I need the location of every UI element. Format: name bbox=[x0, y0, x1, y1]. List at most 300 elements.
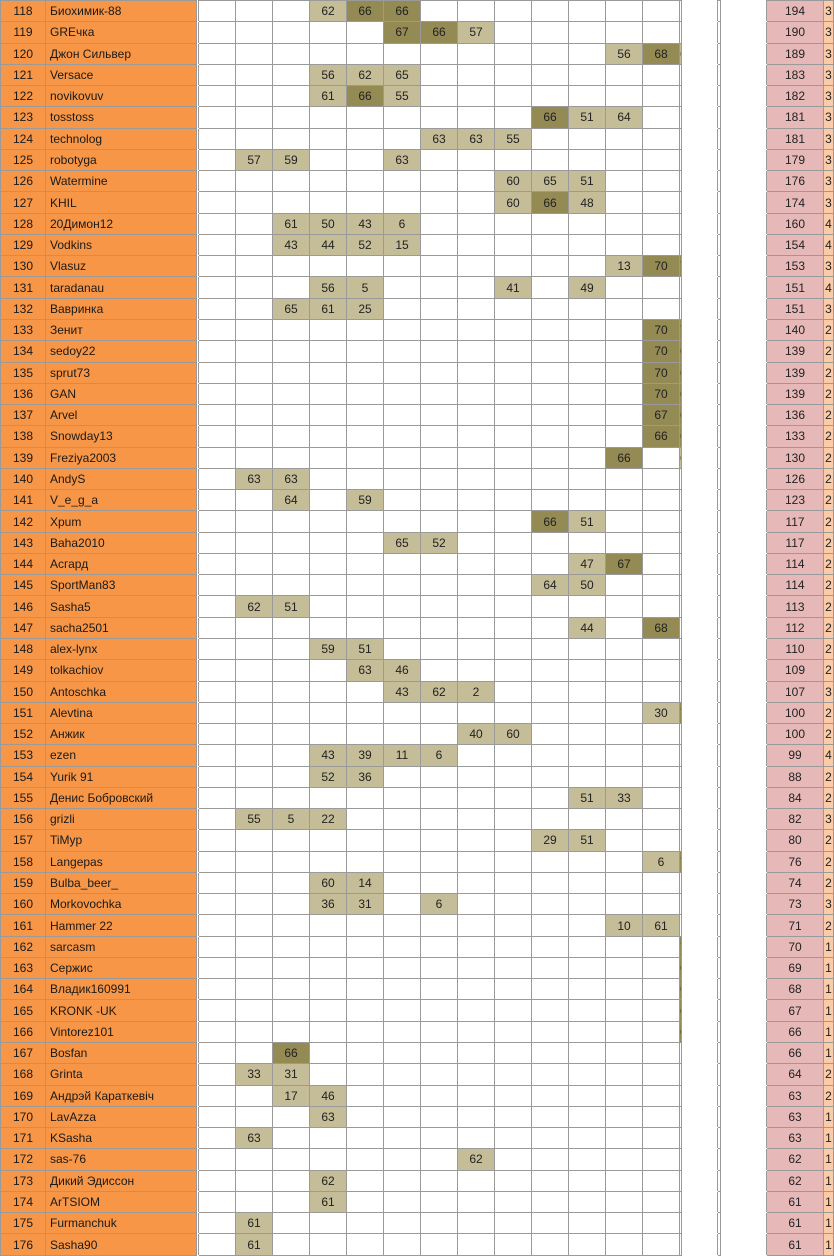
score-cell bbox=[458, 383, 495, 404]
rank-cell: 123 bbox=[1, 107, 46, 128]
score-cell bbox=[569, 1000, 606, 1021]
score-cell bbox=[532, 1234, 569, 1255]
score-cell bbox=[532, 1085, 569, 1106]
rank-cell: 137 bbox=[1, 405, 46, 426]
score-cell bbox=[458, 1064, 495, 1085]
spacer-cell bbox=[721, 936, 767, 957]
score-cell bbox=[347, 1000, 384, 1021]
score-cell bbox=[273, 362, 310, 383]
score-cell: 46 bbox=[310, 1085, 347, 1106]
score-cell bbox=[310, 851, 347, 872]
score-cell: 61 bbox=[236, 1234, 273, 1255]
table-row bbox=[1, 426, 834, 447]
score-cell bbox=[199, 660, 236, 681]
score-cell bbox=[643, 787, 680, 808]
rank-cell: 173 bbox=[1, 1170, 46, 1191]
score-cell bbox=[273, 787, 310, 808]
score-cell: 22 bbox=[310, 809, 347, 830]
score-cell bbox=[606, 468, 643, 489]
score-cell bbox=[384, 511, 421, 532]
total-points-cell: 112 bbox=[767, 617, 824, 638]
spacer-cell bbox=[721, 915, 767, 936]
score-cell: 61 bbox=[273, 213, 310, 234]
table-row bbox=[1, 64, 834, 85]
spacer-cell bbox=[682, 851, 718, 872]
score-cell bbox=[606, 702, 643, 723]
score-cell: 44 bbox=[310, 234, 347, 255]
games-count-cell: 2 bbox=[824, 319, 834, 340]
score-cell bbox=[199, 532, 236, 553]
score-cell bbox=[458, 64, 495, 85]
score-cell bbox=[421, 1149, 458, 1170]
score-cell bbox=[236, 298, 273, 319]
games-count-cell: 2 bbox=[824, 1085, 834, 1106]
table-row bbox=[1, 915, 834, 936]
games-count-cell: 2 bbox=[824, 575, 834, 596]
player-name-cell: GAN bbox=[46, 383, 197, 404]
table-row bbox=[1, 830, 834, 851]
spacer-cell bbox=[721, 596, 767, 617]
score-cell bbox=[384, 915, 421, 936]
score-cell bbox=[458, 447, 495, 468]
score-cell bbox=[569, 1128, 606, 1149]
score-cell bbox=[532, 319, 569, 340]
score-cell bbox=[347, 936, 384, 957]
score-cell bbox=[347, 383, 384, 404]
rank-cell: 139 bbox=[1, 447, 46, 468]
rank-cell: 127 bbox=[1, 192, 46, 213]
spacer-cell bbox=[721, 64, 767, 85]
spacer-cell bbox=[682, 128, 718, 149]
table-row bbox=[1, 1064, 834, 1085]
score-cell bbox=[643, 1021, 680, 1042]
score-cell bbox=[384, 638, 421, 659]
score-cell bbox=[310, 468, 347, 489]
rank-cell: 119 bbox=[1, 22, 46, 43]
total-points-cell: 130 bbox=[767, 447, 824, 468]
score-cell bbox=[643, 957, 680, 978]
score-cell bbox=[495, 702, 532, 723]
games-count-cell: 2 bbox=[824, 447, 834, 468]
score-cell: 66 bbox=[384, 1, 421, 22]
player-name-cell: robotyga bbox=[46, 149, 197, 170]
score-cell bbox=[421, 851, 458, 872]
player-name-cell: Alevtina bbox=[46, 702, 197, 723]
score-cell bbox=[421, 213, 458, 234]
score-cell bbox=[310, 149, 347, 170]
score-cell bbox=[421, 43, 458, 64]
score-cell bbox=[310, 830, 347, 851]
table-row bbox=[1, 149, 834, 170]
games-count-cell: 3 bbox=[824, 809, 834, 830]
score-cell bbox=[236, 192, 273, 213]
score-cell bbox=[273, 22, 310, 43]
score-cell bbox=[236, 86, 273, 107]
score-cell bbox=[347, 575, 384, 596]
score-cell bbox=[569, 957, 606, 978]
score-cell bbox=[421, 256, 458, 277]
score-cell bbox=[643, 638, 680, 659]
total-points-cell: 64 bbox=[767, 1064, 824, 1085]
score-cell bbox=[495, 681, 532, 702]
score-cell bbox=[347, 979, 384, 1000]
spacer-cell bbox=[682, 192, 718, 213]
score-cell bbox=[532, 468, 569, 489]
score-cell bbox=[236, 660, 273, 681]
score-cell bbox=[606, 809, 643, 830]
score-cell bbox=[458, 872, 495, 893]
total-points-cell: 194 bbox=[767, 1, 824, 22]
score-cell bbox=[310, 553, 347, 574]
games-count-cell: 1 bbox=[824, 1191, 834, 1212]
score-cell bbox=[532, 1170, 569, 1191]
score-cell bbox=[273, 1234, 310, 1255]
player-name-cell: Bulba_beer_ bbox=[46, 872, 197, 893]
player-name-cell: Sasha90 bbox=[46, 1234, 197, 1255]
score-cell bbox=[569, 86, 606, 107]
score-cell bbox=[347, 830, 384, 851]
score-cell bbox=[236, 319, 273, 340]
score-cell bbox=[569, 915, 606, 936]
games-count-cell: 1 bbox=[824, 1170, 834, 1191]
score-cell bbox=[199, 575, 236, 596]
spacer-cell bbox=[721, 234, 767, 255]
games-count-cell: 1 bbox=[824, 1128, 834, 1149]
score-cell bbox=[273, 128, 310, 149]
score-cell bbox=[384, 596, 421, 617]
rank-cell: 142 bbox=[1, 511, 46, 532]
score-cell bbox=[384, 1149, 421, 1170]
score-cell bbox=[310, 171, 347, 192]
score-cell bbox=[458, 660, 495, 681]
score-cell: 57 bbox=[458, 22, 495, 43]
score-cell bbox=[458, 149, 495, 170]
rank-cell: 161 bbox=[1, 915, 46, 936]
score-cell bbox=[384, 830, 421, 851]
score-cell bbox=[421, 872, 458, 893]
score-cell bbox=[569, 681, 606, 702]
player-name-cell: Antoschka bbox=[46, 681, 197, 702]
games-count-cell: 3 bbox=[824, 256, 834, 277]
score-cell bbox=[421, 617, 458, 638]
player-name-cell: ArTSIOM bbox=[46, 1191, 197, 1212]
score-cell bbox=[236, 171, 273, 192]
score-cell bbox=[606, 575, 643, 596]
table-row bbox=[1, 532, 834, 553]
score-cell bbox=[532, 149, 569, 170]
score-cell bbox=[310, 660, 347, 681]
score-cell bbox=[606, 851, 643, 872]
score-cell bbox=[606, 1149, 643, 1170]
score-cell bbox=[199, 171, 236, 192]
games-count-cell: 3 bbox=[824, 192, 834, 213]
score-cell: 55 bbox=[236, 809, 273, 830]
score-cell bbox=[606, 957, 643, 978]
score-cell bbox=[458, 1128, 495, 1149]
total-points-cell: 68 bbox=[767, 979, 824, 1000]
score-cell bbox=[273, 64, 310, 85]
score-cell bbox=[347, 362, 384, 383]
score-cell: 55 bbox=[495, 128, 532, 149]
games-count-cell: 2 bbox=[824, 702, 834, 723]
score-cell bbox=[606, 1128, 643, 1149]
score-cell bbox=[643, 830, 680, 851]
score-cell: 67 bbox=[384, 22, 421, 43]
games-count-cell: 4 bbox=[824, 745, 834, 766]
score-cell bbox=[273, 277, 310, 298]
rank-cell: 125 bbox=[1, 149, 46, 170]
score-cell bbox=[310, 702, 347, 723]
score-cell bbox=[384, 1064, 421, 1085]
table-row bbox=[1, 979, 834, 1000]
score-cell bbox=[458, 213, 495, 234]
score-cell bbox=[458, 490, 495, 511]
score-cell bbox=[273, 256, 310, 277]
score-cell bbox=[347, 192, 384, 213]
total-points-cell: 126 bbox=[767, 468, 824, 489]
score-cell bbox=[532, 490, 569, 511]
spacer-cell bbox=[682, 1021, 718, 1042]
score-cell bbox=[384, 809, 421, 830]
score-cell: 10 bbox=[606, 915, 643, 936]
games-count-cell: 2 bbox=[824, 724, 834, 745]
score-cell: 67 bbox=[643, 405, 680, 426]
table-row bbox=[1, 447, 834, 468]
rank-cell: 121 bbox=[1, 64, 46, 85]
score-cell bbox=[199, 277, 236, 298]
score-cell bbox=[199, 405, 236, 426]
score-cell bbox=[569, 702, 606, 723]
spacer-cell bbox=[721, 490, 767, 511]
score-cell: 64 bbox=[606, 107, 643, 128]
score-cell bbox=[643, 149, 680, 170]
score-cell bbox=[458, 319, 495, 340]
player-name-cell: Watermine bbox=[46, 171, 197, 192]
score-cell bbox=[310, 1000, 347, 1021]
spacer-cell bbox=[721, 43, 767, 64]
score-cell bbox=[495, 1234, 532, 1255]
spacer-cell bbox=[721, 851, 767, 872]
score-cell bbox=[384, 617, 421, 638]
score-cell bbox=[236, 681, 273, 702]
score-cell bbox=[532, 553, 569, 574]
score-cell bbox=[532, 1128, 569, 1149]
score-cell bbox=[273, 681, 310, 702]
table-row bbox=[1, 1128, 834, 1149]
score-cell bbox=[347, 532, 384, 553]
player-name-cell: Bosfan bbox=[46, 1043, 197, 1064]
games-count-cell: 1 bbox=[824, 1043, 834, 1064]
rank-cell: 153 bbox=[1, 745, 46, 766]
table-row bbox=[1, 213, 834, 234]
score-cell: 55 bbox=[384, 86, 421, 107]
total-points-cell: 136 bbox=[767, 405, 824, 426]
score-cell bbox=[643, 1, 680, 22]
score-cell bbox=[421, 171, 458, 192]
spacer-cell bbox=[682, 532, 718, 553]
score-cell: 31 bbox=[347, 894, 384, 915]
table-row bbox=[1, 298, 834, 319]
score-cell bbox=[495, 362, 532, 383]
rank-cell: 157 bbox=[1, 830, 46, 851]
score-cell bbox=[532, 277, 569, 298]
score-cell bbox=[347, 809, 384, 830]
score-cell bbox=[495, 915, 532, 936]
score-cell bbox=[236, 1191, 273, 1212]
score-cell bbox=[495, 745, 532, 766]
spacer-cell bbox=[682, 638, 718, 659]
rank-cell: 156 bbox=[1, 809, 46, 830]
rank-cell: 147 bbox=[1, 617, 46, 638]
score-cell bbox=[199, 468, 236, 489]
score-cell bbox=[495, 553, 532, 574]
total-points-cell: 181 bbox=[767, 128, 824, 149]
score-cell: 51 bbox=[569, 171, 606, 192]
score-cell bbox=[421, 809, 458, 830]
table-row bbox=[1, 957, 834, 978]
score-cell bbox=[458, 830, 495, 851]
rank-cell: 176 bbox=[1, 1234, 46, 1255]
spacer-cell bbox=[682, 511, 718, 532]
score-cell bbox=[384, 851, 421, 872]
spacer-cell bbox=[682, 1213, 718, 1234]
rank-cell: 124 bbox=[1, 128, 46, 149]
score-cell bbox=[347, 171, 384, 192]
score-cell bbox=[458, 277, 495, 298]
player-name-cell: KRONK -UK bbox=[46, 1000, 197, 1021]
score-cell bbox=[273, 957, 310, 978]
score-cell bbox=[384, 1021, 421, 1042]
score-cell bbox=[236, 830, 273, 851]
score-cell: 70 bbox=[643, 319, 680, 340]
score-cell bbox=[199, 107, 236, 128]
spacer-cell bbox=[721, 426, 767, 447]
spacer-cell bbox=[682, 277, 718, 298]
ranking-table-body bbox=[1, 1, 834, 1256]
score-cell bbox=[532, 362, 569, 383]
rank-cell: 158 bbox=[1, 851, 46, 872]
score-cell bbox=[236, 638, 273, 659]
score-cell bbox=[199, 1021, 236, 1042]
score-cell bbox=[310, 490, 347, 511]
score-cell bbox=[273, 1106, 310, 1127]
score-cell bbox=[495, 596, 532, 617]
spacer-cell bbox=[682, 766, 718, 787]
spacer-cell bbox=[721, 362, 767, 383]
score-cell bbox=[310, 43, 347, 64]
score-cell bbox=[606, 1000, 643, 1021]
rank-cell: 159 bbox=[1, 872, 46, 893]
player-name-cell: Биохимик-88 bbox=[46, 1, 197, 22]
score-cell: 56 bbox=[310, 64, 347, 85]
player-name-cell: tolkachiov bbox=[46, 660, 197, 681]
spacer-cell bbox=[682, 936, 718, 957]
score-cell bbox=[643, 553, 680, 574]
score-cell bbox=[421, 766, 458, 787]
games-count-cell: 2 bbox=[824, 362, 834, 383]
score-cell bbox=[532, 766, 569, 787]
score-cell bbox=[384, 1085, 421, 1106]
score-cell bbox=[606, 128, 643, 149]
score-cell bbox=[569, 447, 606, 468]
score-cell: 51 bbox=[569, 107, 606, 128]
score-cell bbox=[606, 617, 643, 638]
player-name-cell: Snowday13 bbox=[46, 426, 197, 447]
score-cell bbox=[532, 1021, 569, 1042]
score-cell bbox=[532, 1064, 569, 1085]
score-cell bbox=[643, 64, 680, 85]
score-cell bbox=[310, 447, 347, 468]
total-points-cell: 139 bbox=[767, 383, 824, 404]
spacer-cell bbox=[682, 575, 718, 596]
score-cell bbox=[384, 43, 421, 64]
spacer-cell bbox=[682, 1106, 718, 1127]
score-cell bbox=[273, 766, 310, 787]
score-cell bbox=[199, 192, 236, 213]
score-cell bbox=[532, 1000, 569, 1021]
score-cell bbox=[310, 724, 347, 745]
score-cell bbox=[532, 1043, 569, 1064]
score-cell bbox=[347, 405, 384, 426]
score-cell bbox=[236, 851, 273, 872]
player-name-cell: Денис Бобровский bbox=[46, 787, 197, 808]
score-cell bbox=[199, 341, 236, 362]
table-row bbox=[1, 660, 834, 681]
score-cell bbox=[458, 511, 495, 532]
games-count-cell: 1 bbox=[824, 1149, 834, 1170]
score-cell: 63 bbox=[384, 149, 421, 170]
total-points-cell: 153 bbox=[767, 256, 824, 277]
score-cell bbox=[347, 1128, 384, 1149]
table-row bbox=[1, 1, 834, 22]
score-cell bbox=[236, 617, 273, 638]
score-cell bbox=[495, 957, 532, 978]
score-cell bbox=[495, 64, 532, 85]
score-cell bbox=[532, 957, 569, 978]
score-cell bbox=[495, 256, 532, 277]
score-cell: 63 bbox=[236, 1128, 273, 1149]
score-cell: 56 bbox=[606, 43, 643, 64]
spacer-cell bbox=[721, 1, 767, 22]
games-count-cell: 3 bbox=[824, 298, 834, 319]
score-cell bbox=[384, 1000, 421, 1021]
games-count-cell: 1 bbox=[824, 1021, 834, 1042]
score-cell bbox=[384, 553, 421, 574]
score-cell: 36 bbox=[310, 894, 347, 915]
score-cell bbox=[310, 426, 347, 447]
spacer-cell bbox=[682, 1234, 718, 1255]
score-cell bbox=[606, 724, 643, 745]
rank-cell: 160 bbox=[1, 894, 46, 915]
score-cell bbox=[495, 809, 532, 830]
score-cell bbox=[273, 617, 310, 638]
score-cell bbox=[643, 511, 680, 532]
score-cell bbox=[199, 1064, 236, 1085]
table-row bbox=[1, 1191, 834, 1212]
score-cell bbox=[569, 851, 606, 872]
spacer-cell bbox=[682, 809, 718, 830]
score-cell: 39 bbox=[347, 745, 384, 766]
score-cell: 66 bbox=[421, 22, 458, 43]
rank-cell: 152 bbox=[1, 724, 46, 745]
score-cell bbox=[421, 149, 458, 170]
score-cell bbox=[384, 936, 421, 957]
score-cell bbox=[643, 447, 680, 468]
score-cell bbox=[606, 213, 643, 234]
games-count-cell: 2 bbox=[824, 341, 834, 362]
score-cell bbox=[458, 86, 495, 107]
score-cell bbox=[421, 1085, 458, 1106]
